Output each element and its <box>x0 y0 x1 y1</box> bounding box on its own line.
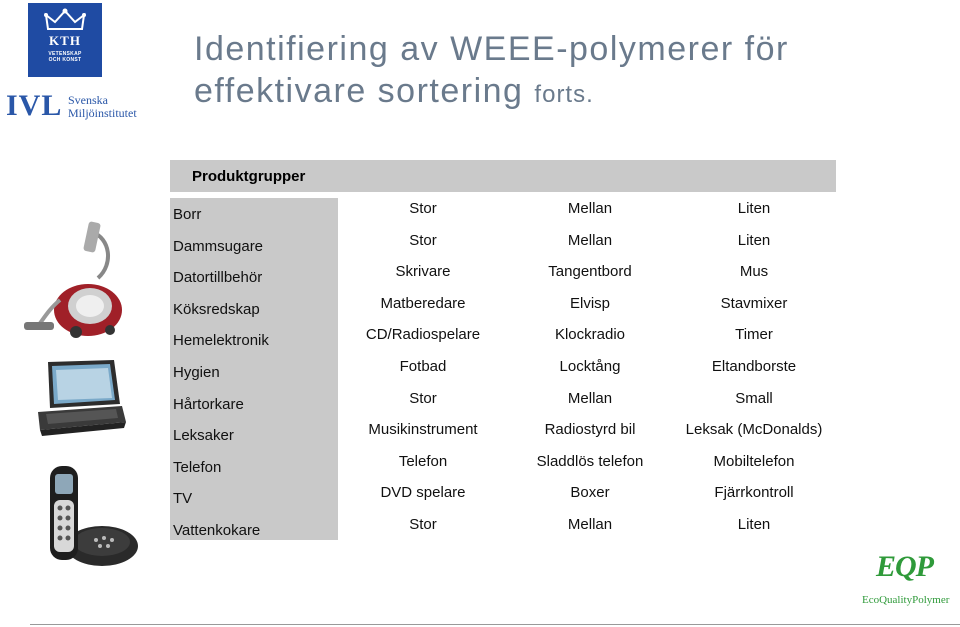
category-item: Hårtorkare <box>173 396 244 413</box>
table-cell: Boxer <box>570 484 610 501</box>
kth-sub-line1: VETENSKAP <box>48 51 82 57</box>
table-header-label: Produktgrupper <box>192 168 306 185</box>
category-item: Borr <box>173 206 202 223</box>
ivl-name-line1: Svenska <box>68 93 108 107</box>
eqp-mark: EQP <box>876 550 933 583</box>
table-header-bar <box>170 160 836 192</box>
category-item: Köksredskap <box>173 301 260 318</box>
table-cell: Fotbad <box>399 358 447 375</box>
table-cell: Klockradio <box>554 326 626 343</box>
slide-title <box>194 28 914 116</box>
crown-icon <box>40 7 90 33</box>
table-cell: CD/Radiospelare <box>365 326 481 343</box>
ivl-abbr: IVL <box>6 89 63 122</box>
table-cell: Stor <box>409 232 437 249</box>
table-cell: Mellan <box>567 200 613 217</box>
kth-logo <box>28 3 102 77</box>
category-item: Leksaker <box>173 427 234 444</box>
ivl-name-line2: Miljöinstitutet <box>68 106 137 120</box>
table-cell: Locktång <box>559 358 621 375</box>
table-cell: Eltandborste <box>711 358 797 375</box>
category-item: Vattenkokare <box>173 522 261 539</box>
category-item: TV <box>173 490 193 507</box>
ivl-logo <box>6 90 156 122</box>
table-cell: Musikinstrument <box>368 421 478 438</box>
category-item: Hygien <box>173 364 220 381</box>
table-cell: Tangentbord <box>548 263 632 280</box>
kth-subtitle <box>28 51 102 63</box>
table-cell: Stor <box>409 390 437 407</box>
category-item: Hemelektronik <box>173 332 269 349</box>
table-cell: Leksak (McDonalds) <box>685 421 823 438</box>
table-cell: Stor <box>409 200 437 217</box>
table-cell: Liten <box>737 516 771 533</box>
bottom-divider <box>30 624 960 625</box>
table-cell: Radiostyrd bil <box>544 421 636 438</box>
table-cell: Timer <box>735 326 773 343</box>
table-cell: Matberedare <box>380 295 466 312</box>
cordless-phone-icon <box>30 462 138 570</box>
table-cell: Fjärrkontroll <box>714 484 794 501</box>
category-column <box>170 198 338 540</box>
kth-sub-line2: OCH KONST <box>48 57 82 63</box>
table-cell: Mus <box>739 263 769 280</box>
table-cell: Mellan <box>567 390 613 407</box>
table-cell: Stavmixer <box>720 295 788 312</box>
table-cell: Mellan <box>567 232 613 249</box>
category-item: Telefon <box>173 459 222 476</box>
slide-title-suffix: forts. <box>534 81 594 108</box>
category-item: Datortillbehör <box>173 269 263 286</box>
category-item: Dammsugare <box>173 238 264 255</box>
table-cell: Skrivare <box>395 263 451 280</box>
table-cell: Mobiltelefon <box>713 453 795 470</box>
table-cell: Small <box>735 390 773 407</box>
table-cell: DVD spelare <box>380 484 466 501</box>
table-cell: Liten <box>737 232 771 249</box>
laptop-icon <box>30 358 126 438</box>
vacuum-cleaner-icon <box>20 218 126 340</box>
table-cell: Liten <box>737 200 771 217</box>
table-cell: Mellan <box>567 516 613 533</box>
table-cell: Sladdlös telefon <box>536 453 644 470</box>
table-cell: Stor <box>409 516 437 533</box>
kth-abbr: KTH <box>49 33 81 48</box>
table-cell: Telefon <box>398 453 448 470</box>
table-cell: Elvisp <box>569 295 610 312</box>
eqp-text: EcoQualityPolymer <box>862 594 950 606</box>
slide-title-main: Identifiering av WEEE-polymerer för effektivare sortering <box>194 30 789 110</box>
eqp-logo <box>862 550 958 610</box>
